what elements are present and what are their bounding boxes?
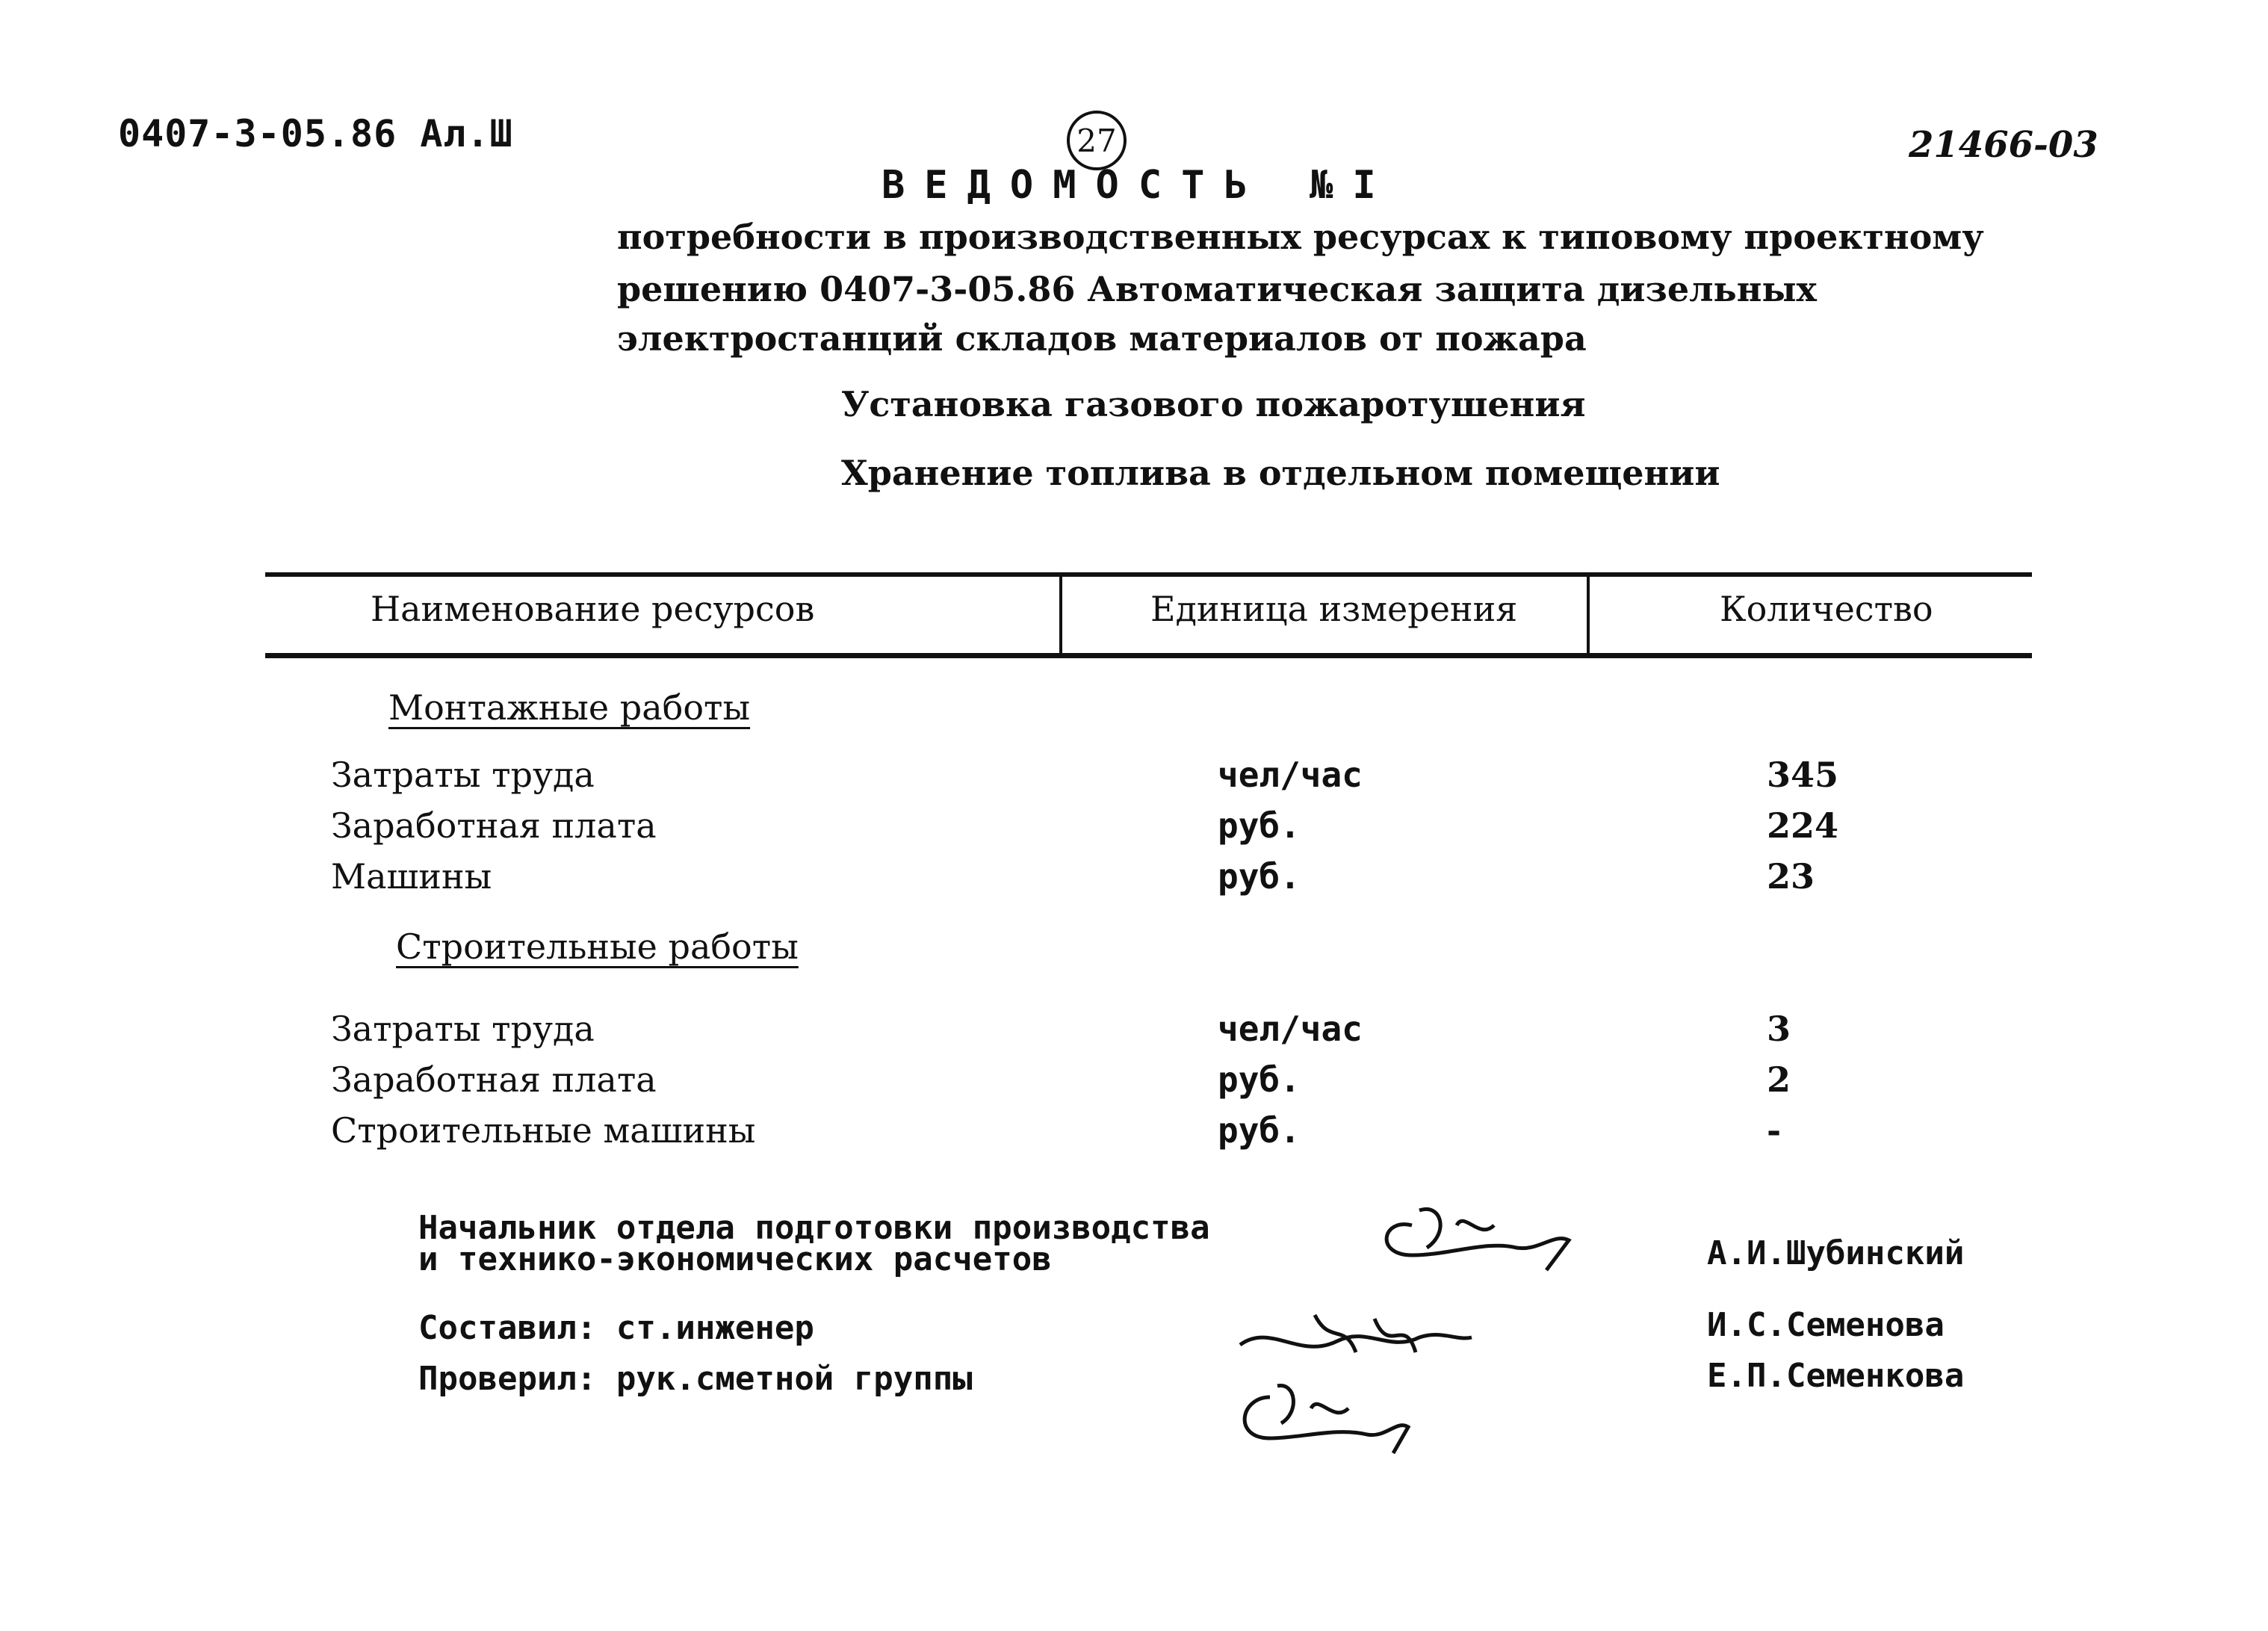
row-unit: чел/час: [1218, 1009, 1363, 1049]
row-qty: 2: [1767, 1059, 1791, 1100]
row-unit: руб.: [1218, 805, 1301, 846]
page-number: [1067, 111, 1127, 170]
header-unit: Единица измерения: [1150, 589, 1518, 629]
column-separator: [1587, 577, 1590, 654]
signature-role-checked: Проверил: рук.сметной группы: [418, 1360, 973, 1398]
row-name: Затраты труда: [331, 755, 595, 795]
group-title-installation: Монтажные работы: [388, 687, 751, 728]
row-name: Строительные машины: [331, 1110, 756, 1151]
row-qty: -: [1767, 1110, 1782, 1151]
row-unit: чел/час: [1218, 755, 1363, 795]
document-title: ВЕДОМОСТЬ №I: [882, 163, 1395, 208]
signature-role-compiled: Составил: ст.инженер: [418, 1309, 814, 1347]
handwritten-signature-checked: [1225, 1367, 1419, 1464]
signature-role-head-line2: и технико-экономических расчетов: [418, 1240, 1052, 1278]
signature-name-checked: Е.П.Семенкова: [1707, 1357, 1965, 1395]
row-name: Затраты труда: [331, 1009, 595, 1049]
row-qty: 3: [1767, 1009, 1791, 1049]
row-unit: руб.: [1218, 856, 1301, 897]
column-separator: [1059, 577, 1062, 654]
page-number-text: 27: [1076, 122, 1117, 159]
inventory-number: 21466-03: [1909, 124, 2098, 166]
signature-role-head-line1: Начальник отдела подготовки производства: [418, 1209, 1210, 1247]
row-unit: руб.: [1218, 1059, 1301, 1100]
row-name: Заработная плата: [331, 1059, 657, 1100]
header-resource-name: Наименование ресурсов: [371, 589, 815, 629]
signature-name-head: А.И.Шубинский: [1707, 1234, 1965, 1272]
header-quantity: Количество: [1720, 589, 1933, 629]
row-qty: 224: [1767, 805, 1839, 846]
row-qty: 345: [1767, 755, 1839, 795]
document-code: 0407-3-05.86 Ал.Ш: [118, 112, 513, 155]
subtitle-line-2: решению 0407-3-05.86 Автоматическая защита дизельных: [617, 269, 1817, 309]
section-line-1: Установка газового пожаротушения: [841, 384, 1586, 424]
table-top-rule: [265, 572, 2032, 577]
row-name: Заработная плата: [331, 805, 657, 846]
subtitle-line-1: потребности в производственных ресурсах к типовому проектному: [617, 217, 1984, 257]
signature-name-compiled: И.С.Семенова: [1707, 1306, 1945, 1344]
row-name: Машины: [331, 856, 492, 897]
handwritten-signature-head: [1367, 1180, 1591, 1285]
section-line-2: Хранение топлива в отдельном помещении: [841, 453, 1720, 493]
table-header-rule: [265, 653, 2032, 658]
subtitle-line-3: электростанций складов материалов от пожара: [617, 318, 1587, 359]
group-title-construction: Строительные работы: [396, 926, 799, 967]
row-qty: 23: [1767, 856, 1815, 897]
row-unit: руб.: [1218, 1110, 1301, 1151]
